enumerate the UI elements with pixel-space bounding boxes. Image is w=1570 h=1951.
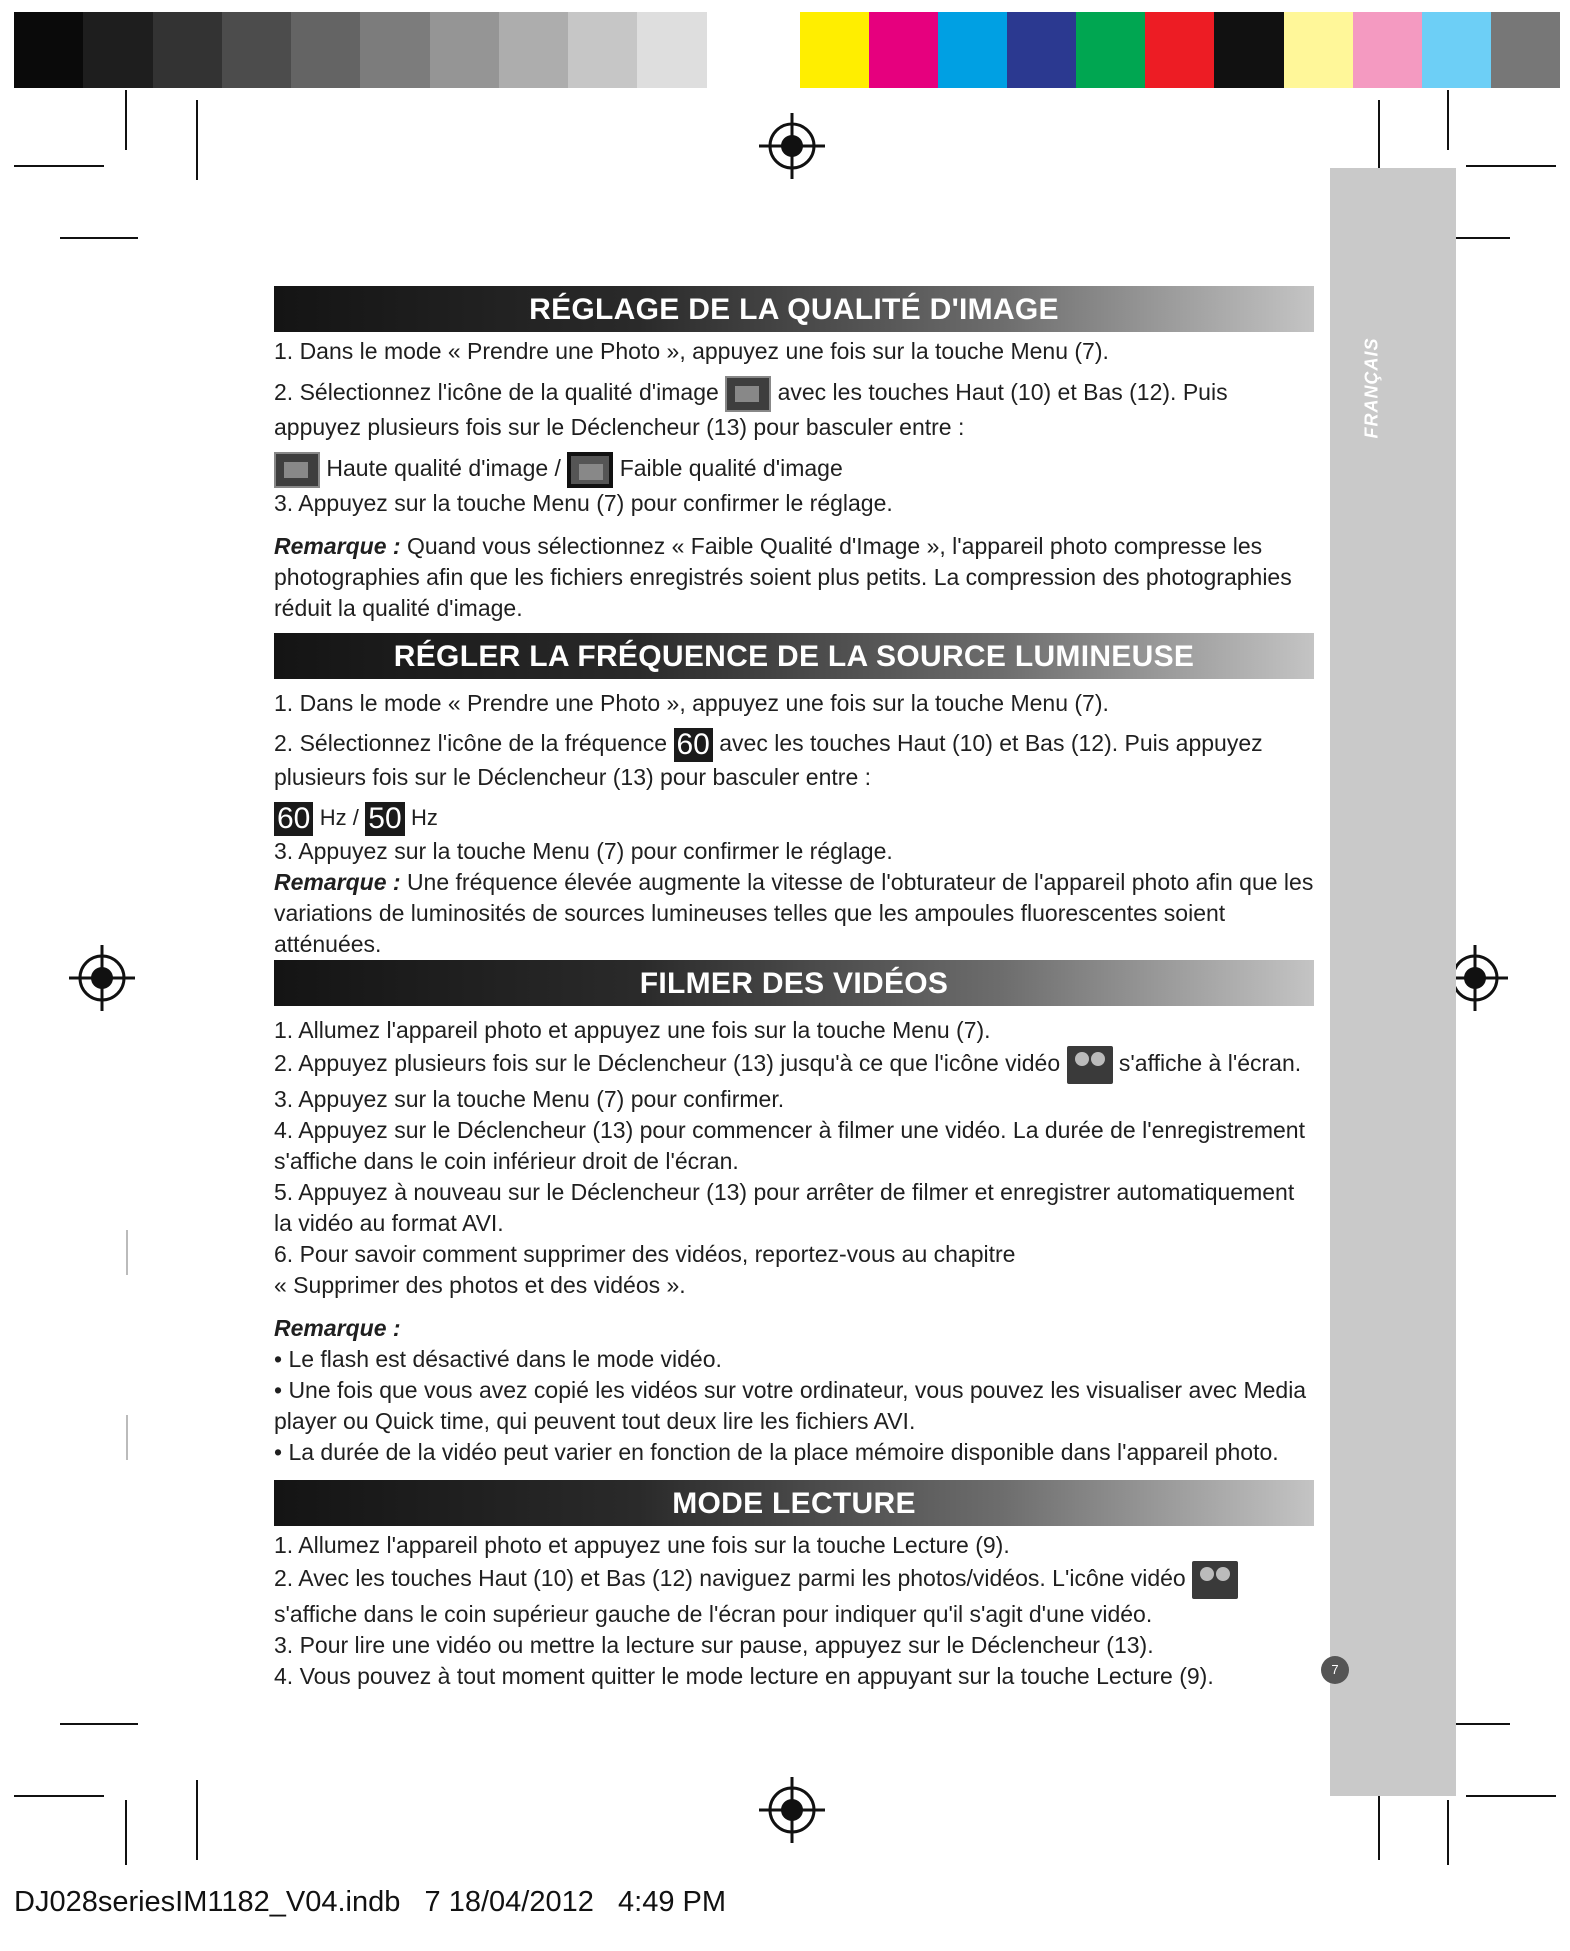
crop-mark [126,1230,128,1275]
step-text [274,376,1314,443]
note [274,867,1314,960]
calibration-swatch [14,12,83,88]
step-text: 3. Appuyez sur la touche Menu (7) pour confirmer. [274,1086,785,1112]
low-quality-icon [567,452,613,488]
calibration-swatch [222,12,291,88]
frequency-60-icon: 60 [274,802,313,836]
step-text-part: 2. Avec les touches Haut (10) et Bas (12) naviguez parmi les photos/vidéos. L'icône vidéo [274,1565,1186,1592]
registration-target-icon [757,1775,827,1845]
step-text [274,728,1314,793]
calibration-swatch [360,12,429,88]
crop-mark [196,100,198,180]
step-text: 4. Appuyez sur le Déclencheur (13) pour commencer à filmer une vidéo. La durée de l'enregistrement s'affiche dans le coin inférieur droit de l'écran. [274,1117,1305,1174]
calibration-swatch [1422,12,1491,88]
crop-mark [1447,1800,1449,1865]
language-label: FRANÇAIS [1361,337,1382,439]
step-text: 1. Allumez l'appareil photo et appuyez une fois sur la touche Lecture (9). [274,1532,1010,1558]
step-text: 3. Appuyez sur la touche Menu (7) pour confirmer le réglage. [274,838,893,864]
step-text: 5. Appuyez à nouveau sur le Déclencheur (13) pour arrêter de filmer et enregistrer automatiquement la vidéo au format AVI. [274,1179,1295,1236]
frequency-50-icon: 50 [365,802,404,836]
image-quality-icon [725,376,771,412]
calibration-swatch [499,12,568,88]
calibration-swatch [1076,12,1145,88]
crop-mark [14,165,104,167]
option-label: Haute qualité d'image / [326,455,561,482]
quality-options [274,452,1314,488]
video-icon [1192,1561,1238,1599]
section-title-video: FILMER DES VIDÉOS [274,960,1314,1006]
calibration-swatch [869,12,938,88]
calibration-swatch [1214,12,1283,88]
crop-mark [14,1795,104,1797]
step-text: 1. Dans le mode « Prendre une Photo », appuyez une fois sur la touche Menu (7). [274,338,1109,364]
note [274,531,1314,624]
calibration-swatch [430,12,499,88]
calibration-swatch [1007,12,1076,88]
note-text: Une fréquence élevée augmente la vitesse de l'obturateur de l'appareil photo afin que les variations de luminosités de sources lumineuses telles que les ampoules fluorescentes soient atténuées. [274,869,1314,957]
step-text-part: 2. Sélectionnez l'icône de la qualité d'image [274,379,719,406]
note-label: Remarque : [274,869,401,895]
crop-mark [196,1780,198,1860]
step-text: 1. Allumez l'appareil photo et appuyez une fois sur la touche Menu (7). [274,1017,991,1043]
grayscale-calibration-bar [14,12,776,88]
calibration-swatch [568,12,637,88]
step-text-part: s'affiche à l'écran. [1118,1050,1302,1077]
step-text [274,1046,1314,1084]
section-title-light-frequency: RÉGLER LA FRÉQUENCE DE LA SOURCE LUMINEUSE [274,633,1314,679]
calibration-swatch [938,12,1007,88]
calibration-swatch [83,12,152,88]
frequency-60-icon: 60 [674,728,713,762]
section-title-playback: MODE LECTURE [274,1480,1314,1526]
page-number: 7 [1321,1656,1349,1684]
bullet-item: • Le flash est désactivé dans le mode vidéo. [274,1346,722,1372]
crop-mark [125,1800,127,1865]
crop-mark [1466,165,1556,167]
print-slug: DJ028seriesIM1182_V04.indb 7 18/04/2012 4:49 PM [14,1886,727,1918]
registration-target-icon [757,111,827,181]
note-label: Remarque : [274,533,401,559]
calibration-swatch [1353,12,1422,88]
note-text: Quand vous sélectionnez « Faible Qualité d'Image », l'appareil photo compresse les photographies afin que les fichiers enregistrés soient plus petits. La compression des photographies réduit la qualité d'image. [274,533,1292,621]
bullet-item: • La durée de la vidéo peut varier en fonction de la place mémoire disponible dans l'appareil photo. [274,1439,1279,1465]
step-text: 1. Dans le mode « Prendre une Photo », appuyez une fois sur la touche Menu (7). [274,690,1109,716]
step-text-part: 2. Sélectionnez l'icône de la fréquence [274,730,668,757]
hz-label: Hz / [319,805,359,831]
calibration-swatch [1491,12,1560,88]
language-side-tab [1330,168,1456,1796]
step-text: 6. Pour savoir comment supprimer des vidéos, reportez-vous au chapitre [274,1241,1016,1267]
calibration-swatch [1145,12,1214,88]
video-icon [1067,1046,1113,1084]
calibration-swatch [153,12,222,88]
step-text: 4. Vous pouvez à tout moment quitter le mode lecture en appuyant sur la touche Lecture (9). [274,1663,1214,1689]
crop-mark [60,237,138,239]
calibration-swatch [707,12,776,88]
option-label: Faible qualité d'image [619,455,843,482]
calibration-swatch [800,12,869,88]
calibration-swatch [637,12,706,88]
frequency-options [274,802,1314,836]
registration-target-icon [67,943,137,1013]
step-text-part: avec les touches Haut (10) et Bas (12). Puis appuyez plusieurs fois sur le Déclencheur (13) pour basculer entre : [274,730,1263,790]
step-text-part: s'affiche dans le coin supérieur gauche de l'écran pour indiquer qu'il s'agit d'une vidéo. [274,1601,1153,1627]
manual-page-content [274,286,1314,1692]
crop-mark [125,90,127,150]
color-calibration-bar [800,12,1560,88]
step-text [274,1561,1314,1630]
hz-label: Hz [411,805,438,831]
crop-mark [126,1415,128,1460]
crop-mark [1466,1795,1556,1797]
high-quality-icon [274,452,320,488]
bullet-item: • Une fois que vous avez copié les vidéos sur votre ordinateur, vous pouvez les visualiser avec Media player ou Quick time, qui peuvent tout deux lire les fichiers AVI. [274,1377,1307,1434]
step-text: 3. Pour lire une vidéo ou mettre la lecture sur pause, appuyez sur le Déclencheur (13). [274,1632,1154,1658]
crop-mark [1447,90,1449,150]
note-label: Remarque : [274,1315,401,1341]
step-text-part: avec les touches Haut (10) et Bas (12). Puis appuyez plusieurs fois sur le Déclencheur (13) pour basculer entre : [274,379,1228,440]
calibration-swatch [291,12,360,88]
section-title-image-quality: RÉGLAGE DE LA QUALITÉ D'IMAGE [274,286,1314,332]
calibration-swatch [1284,12,1353,88]
step-text: 3. Appuyez sur la touche Menu (7) pour confirmer le réglage. [274,490,893,516]
crop-mark [60,1723,138,1725]
step-text: « Supprimer des photos et des vidéos ». [274,1272,686,1298]
step-text-part: 2. Appuyez plusieurs fois sur le Déclencheur (13) jusqu'à ce que l'icône vidéo [274,1050,1061,1077]
